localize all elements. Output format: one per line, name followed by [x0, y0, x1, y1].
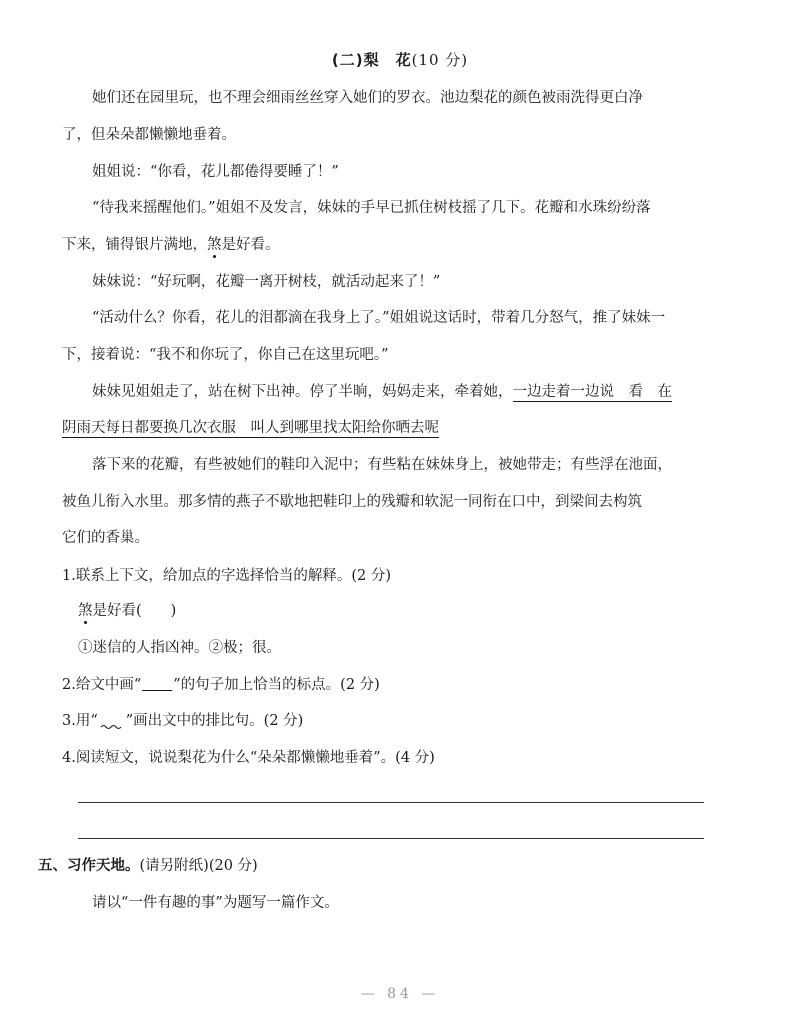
paragraph-6-line-2 [62, 418, 439, 438]
answer-line-2[interactable] [78, 838, 704, 839]
paragraph-3-line-2-end: 是好看。 [221, 237, 280, 253]
section-5-prompt: 请以“一件有趣的事”为题写一篇作文。 [92, 895, 339, 911]
section-5-heading [38, 856, 258, 876]
dotted-character: 煞 [207, 237, 222, 253]
underlined-sentence-part-1: 一边走着一边说 看 在 [512, 384, 672, 400]
paragraph-7-line-2: 被鱼儿衔入水里。那多情的燕子不歇地把鞋印上的残瓣和软泥一同衔在口中，到梁间去构筑 [62, 494, 642, 510]
wavy-line-sample [100, 716, 124, 730]
question-1: 1.联系上下文，给加点的字选择恰当的解释。(2 分) [62, 568, 391, 584]
paragraph-1-line-1: 她们还在园里玩，也不理会细雨丝丝穿入她们的罗衣。池边梨花的颜色被雨洗得更白净 [92, 90, 643, 106]
page-number: — 84 — [360, 986, 440, 1002]
paragraph-3-line-1: “待我来摇醒他们。”姐姐不及发言，妹妹的手早已抓住树枝摇了几下。花瓣和水珠纷纷落 [92, 200, 651, 216]
question-2 [62, 675, 380, 695]
paragraph-7-line-3: 它们的香巢。 [62, 530, 149, 546]
question-3 [62, 711, 303, 731]
question-1-dotted-character: 煞 [78, 603, 93, 619]
answer-line-1[interactable] [78, 802, 704, 803]
paragraph-5-line-1: “活动什么？你看，花儿的泪都滴在我身上了。”姐姐说这话时，带着几分怒气，推了妹妹一 [92, 310, 666, 326]
paragraph-5-line-2: 下，接着说：“我不和你玩了，你自己在这里玩吧。” [62, 347, 389, 363]
question-3-end: ”画出文中的排比句。(2 分) [125, 713, 304, 729]
paragraph-6-line-1-start: 妹妹见姐姐走了，站在树下出神。停了半晌，妈妈走来，牵着她， [92, 384, 513, 400]
paragraph-1-line-2: 了，但朵朵都懒懒地垂着。 [62, 127, 236, 143]
passage-title [0, 50, 800, 70]
section-5-title: 五、习作天地。 [38, 858, 140, 874]
underlined-sentence-part-2: 阴雨天每日都要换几次衣服 叫人到哪里找太阳给你晒去呢 [62, 420, 439, 436]
paragraph-2: 姐姐说：“你看，花儿都倦得要睡了！” [92, 164, 339, 180]
paragraph-6-line-1 [92, 382, 672, 402]
title-main: (二)梨 花 [331, 51, 412, 69]
paragraph-3-line-2 [62, 235, 280, 255]
title-score: (10 分) [411, 51, 469, 69]
question-4: 4.阅读短文，说说梨花为什么“朵朵都懒懒地垂着”。(4 分) [62, 750, 435, 766]
question-1-item [78, 601, 176, 621]
section-5-note: (请另附纸)(20 分) [139, 858, 258, 874]
underline-sample [142, 676, 172, 691]
question-2-end: ”的句子加上恰当的标点。(2 分) [173, 677, 380, 693]
paragraph-4: 妹妹说：“好玩啊，花瓣一离开树枝，就活动起来了！” [92, 274, 441, 290]
paragraph-3-line-2-start: 下来，铺得银片满地， [62, 237, 207, 253]
question-2-start: 2.给文中画“ [62, 677, 142, 693]
question-1-options: ①迷信的人指凶神。②极；很。 [78, 640, 281, 656]
paragraph-7-line-1: 落下来的花瓣，有些被她们的鞋印入泥中；有些粘在妹妹身上，被她带走；有些浮在池面， [92, 457, 672, 473]
question-3-start: 3.用“ [62, 713, 98, 729]
question-1-item-text: 是好看( ) [92, 603, 177, 619]
